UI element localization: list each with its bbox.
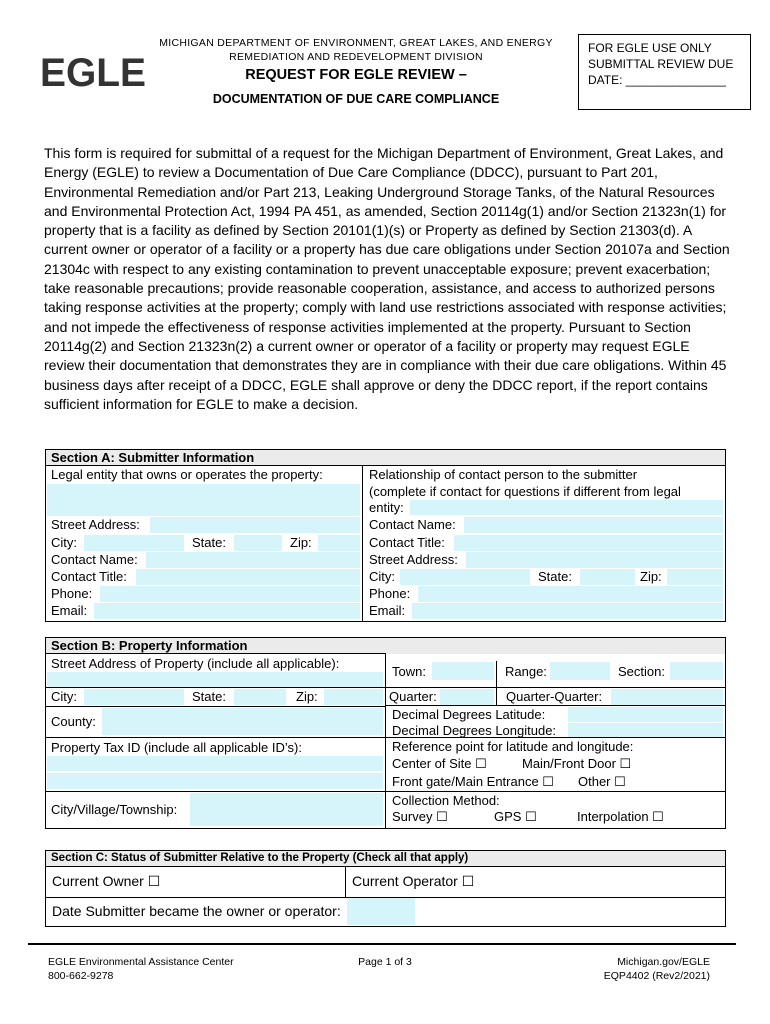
logo-text: EGLE xyxy=(40,52,146,92)
relationship-input[interactable] xyxy=(410,500,723,515)
property-city-input[interactable] xyxy=(84,689,184,705)
state-input-2[interactable] xyxy=(580,569,635,585)
gps-checkbox[interactable]: GPS ☐ xyxy=(494,809,537,824)
zip-input[interactable] xyxy=(318,535,360,551)
town-label: Town: xyxy=(392,664,426,679)
current-operator-checkbox[interactable]: Current Operator ☐ xyxy=(352,873,475,889)
phone-input-2[interactable] xyxy=(418,586,723,602)
current-owner-checkbox[interactable]: Current Owner ☐ xyxy=(52,873,161,889)
phone-label-2: Phone: xyxy=(369,586,411,601)
footer-right xyxy=(560,955,710,983)
email-input[interactable] xyxy=(94,603,360,619)
legal-entity-input[interactable] xyxy=(47,484,360,516)
other-checkbox[interactable]: Other ☐ xyxy=(578,774,626,789)
footer-divider xyxy=(28,943,736,945)
longitude-input[interactable] xyxy=(568,723,723,737)
relationship-note: (complete if contact for questions if different from legal xyxy=(369,484,681,499)
property-state-input[interactable] xyxy=(234,689,286,705)
tax-id-input-2[interactable] xyxy=(47,773,383,789)
quarter-quarter-input[interactable] xyxy=(611,689,723,705)
section-b-title: Section B: Property Information xyxy=(45,637,726,654)
city-input-2[interactable] xyxy=(400,569,530,585)
quarter-input[interactable] xyxy=(440,689,494,705)
property-zip-label: Zip: xyxy=(296,689,318,704)
county-input[interactable] xyxy=(102,708,383,735)
review-date-label: DATE: _______________ xyxy=(588,73,726,87)
reference-point-label: Reference point for latitude and longitude: xyxy=(392,739,634,754)
city-label: City: xyxy=(51,535,77,550)
owner-date-input[interactable] xyxy=(347,898,415,925)
form-subtitle: DOCUMENTATION OF DUE CARE COMPLIANCE xyxy=(212,92,500,106)
range-input[interactable] xyxy=(550,662,610,680)
center-of-site-checkbox[interactable]: Center of Site ☐ xyxy=(392,756,487,771)
footer-phone: 800-662-9278 xyxy=(48,970,114,982)
city-input[interactable] xyxy=(84,535,184,551)
section-a-title: Section A: Submitter Information xyxy=(45,449,726,466)
range-label: Range: xyxy=(505,664,547,679)
contact-name-input[interactable] xyxy=(146,552,360,568)
agency-name xyxy=(140,36,572,64)
property-street-label: Street Address of Property (include all applicable): xyxy=(51,656,340,671)
review-due-label: SUBMITTAL REVIEW DUE xyxy=(588,57,734,71)
city-village-township-label: City/Village/Township: xyxy=(51,802,178,817)
contact-name-label-2: Contact Name: xyxy=(369,517,456,532)
front-gate-checkbox[interactable]: Front gate/Main Entrance ☐ xyxy=(392,774,554,789)
contact-name-label: Contact Name: xyxy=(51,552,138,567)
email-label-2: Email: xyxy=(369,603,406,618)
state-label-2: State: xyxy=(538,569,572,584)
main-front-door-checkbox[interactable]: Main/Front Door ☐ xyxy=(522,756,632,771)
agency-line: MICHIGAN DEPARTMENT OF ENVIRONMENT, GREAT LAKES, AND ENERGY xyxy=(159,37,553,49)
egle-use-box xyxy=(578,34,751,110)
phone-label: Phone: xyxy=(51,586,93,601)
collection-method-label: Collection Method: xyxy=(392,793,500,808)
latitude-input[interactable] xyxy=(568,707,723,722)
longitude-label: Decimal Degrees Longitude: xyxy=(392,723,557,738)
section-input[interactable] xyxy=(670,662,723,680)
zip-label: Zip: xyxy=(290,535,312,550)
email-label: Email: xyxy=(51,603,88,618)
intro-paragraph: This form is required for submittal of a request for the Michigan Department of Environment, Great Lakes, and Energy (EGLE) to review a Documentation of Due Care Compliance (DDCC), pursuant to Part 201, Environmental Remediation and/or Part 213, Leaking Underground Storage Tanks, of the Natural Resources and Environmental Protection Act, 1994 PA 451, as amended, Section 20114g(1) and/or Section 21323n(1) for property that is a facility as defined by Section 20101(1)(s) or Property as defined by Section 21303(d). A current owner or operator of a facility or a property has due care obligations under Section 20107a and Section 21304c with respect to any existing contamination to prevent unacceptable exposure; prevent exacerbation; take reasonable precautions; provide reasonable cooperation, assistance, and access to authorized persons taking response activities at the property; comply with land use restrictions associated with response activities; and not impede the effectiveness of response activities implemented at the property. Pursuant to Section 20114g(2) and Section 21323n(2) a current owner or operator of a facility or property may request EGLE review their documentation that demonstrates they are in compliance with their due care obligations. Within 45 business days after receipt of a DDCC, EGLE shall approve or deny the DDCC report, if the report contains sufficient information for EGLE to make a decision. xyxy=(44,145,730,412)
city-village-township-input[interactable] xyxy=(190,793,383,826)
street-label-2: Street Address: xyxy=(369,552,458,567)
tax-id-input-1[interactable] xyxy=(47,756,383,771)
state-label: State: xyxy=(192,535,226,550)
contact-title-input-2[interactable] xyxy=(454,535,723,551)
city-label-2: City: xyxy=(369,569,395,584)
tax-id-label: Property Tax ID (include all applicable ID’s): xyxy=(51,740,302,755)
relationship-note-end: entity: xyxy=(369,500,404,515)
street-input[interactable] xyxy=(150,517,360,533)
zip-input-2[interactable] xyxy=(667,569,723,585)
quarter-label: Quarter: xyxy=(389,689,437,704)
relationship-label: Relationship of contact person to the submitter xyxy=(369,467,638,482)
footer-center-name: EGLE Environmental Assistance Center xyxy=(48,956,234,968)
use-only-label: FOR EGLE USE ONLY xyxy=(588,41,712,55)
form-title: REQUEST FOR EGLE REVIEW – xyxy=(245,67,467,83)
legal-entity-label: Legal entity that owns or operates the property: xyxy=(51,467,323,482)
property-zip-input[interactable] xyxy=(324,689,383,705)
town-input[interactable] xyxy=(432,662,494,680)
footer-form-number: EQP4402 (Rev2/2021) xyxy=(603,970,710,982)
interpolation-checkbox[interactable]: Interpolation ☐ xyxy=(577,809,664,824)
egle-logo xyxy=(40,52,148,92)
contact-name-input-2[interactable] xyxy=(464,517,723,533)
section-label: Section: xyxy=(618,664,665,679)
county-label: County: xyxy=(51,714,96,729)
owner-date-label: Date Submitter became the owner or operator: xyxy=(52,903,341,919)
quarter-quarter-label: Quarter-Quarter: xyxy=(506,689,603,704)
page-number: Page 1 of 3 xyxy=(358,956,412,968)
division-line: REMEDIATION AND REDEVELOPMENT DIVISION xyxy=(229,51,483,63)
state-input[interactable] xyxy=(234,535,282,551)
street-input-2[interactable] xyxy=(466,552,723,568)
property-state-label: State: xyxy=(192,689,226,704)
property-city-label: City: xyxy=(51,689,77,704)
zip-label-2: Zip: xyxy=(640,569,662,584)
section-c-title: Section C: Status of Submitter Relative to the Property (Check all that apply) xyxy=(45,850,726,867)
email-input-2[interactable] xyxy=(412,603,723,619)
contact-title-label-2: Contact Title: xyxy=(369,535,445,550)
contact-title-label: Contact Title: xyxy=(51,569,127,584)
latitude-label: Decimal Degrees Latitude: xyxy=(392,707,546,722)
footer-left xyxy=(48,955,234,983)
street-label: Street Address: xyxy=(51,517,140,532)
footer-website[interactable]: Michigan.gov/EGLE xyxy=(617,956,710,968)
contact-title-input[interactable] xyxy=(136,569,360,585)
survey-checkbox[interactable]: Survey ☐ xyxy=(392,809,448,824)
property-street-input[interactable] xyxy=(47,672,383,687)
phone-input[interactable] xyxy=(100,586,360,602)
